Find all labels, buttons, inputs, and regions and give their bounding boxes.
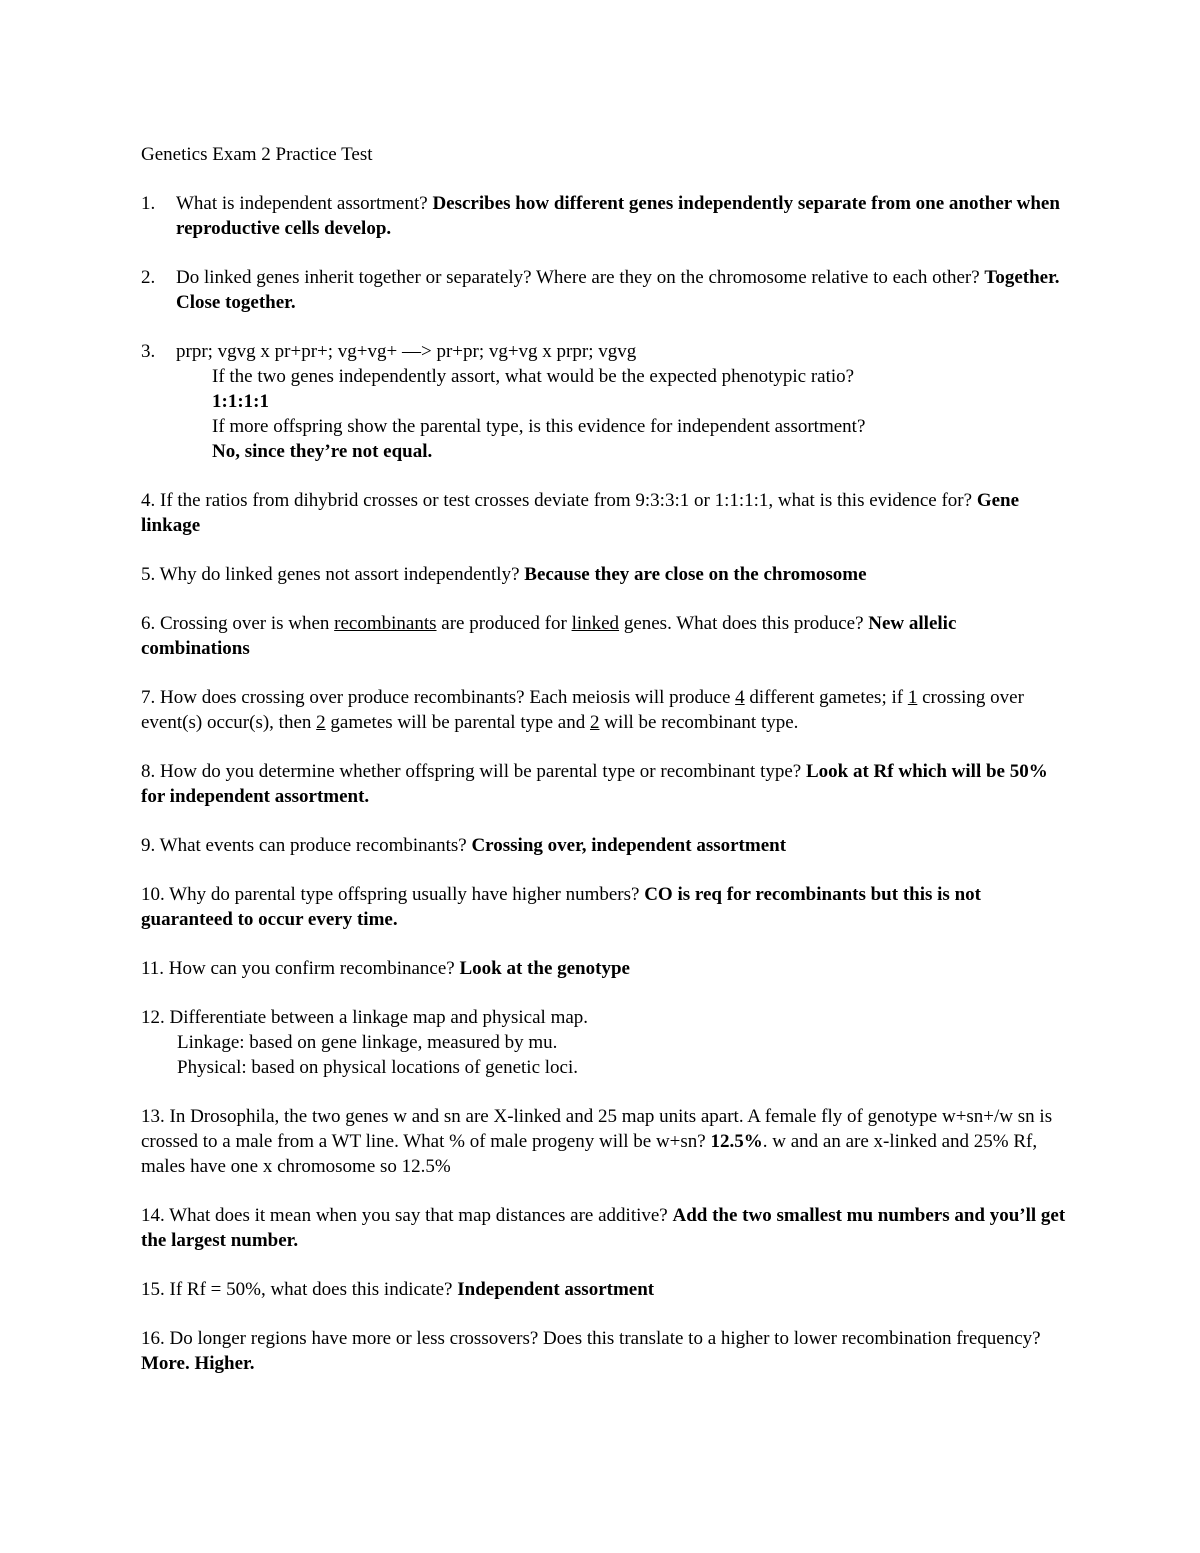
answer-text: Add the two smallest mu numbers and you’ll get the largest number. [141, 1205, 1066, 1251]
answer-text: New allelic combinations [141, 613, 957, 659]
question-4 [141, 488, 1066, 538]
question-text: 4. If the ratios from dihybrid crosses or test crosses deviate from 9:3:3:1 or 1:1:1:1, what is this evidence for? [141, 490, 973, 511]
question-text: crossing over event(s) occur(s), then [141, 687, 1024, 733]
question-text: 9. What events can produce recombinants? [141, 835, 467, 856]
question-text: 8. How do you determine whether offspring will be parental type or recombinant type? [141, 761, 802, 782]
fill-blank: 2 [589, 712, 600, 733]
answer-text: 12.5% [710, 1131, 763, 1152]
subanswer-2 [176, 439, 1066, 464]
fill-blank: 1 [907, 687, 918, 708]
question-text: 15. If Rf = 50%, what does this indicate? [141, 1279, 453, 1300]
question-1 [141, 191, 1066, 241]
question-14 [141, 1203, 1066, 1253]
question-2 [141, 265, 1066, 315]
question-text: 7. How does crossing over produce recombinants? Each meiosis will produce [141, 687, 731, 708]
answer-text: CO is req for recombinants but this is not guaranteed to occur every time. [141, 884, 981, 930]
question-13 [141, 1104, 1066, 1179]
question-text: different gametes; if [749, 687, 904, 708]
question-text: What is independent assortment? [176, 193, 428, 214]
question-text: will be recombinant type. [604, 712, 799, 733]
question-8 [141, 759, 1066, 809]
question-15 [141, 1277, 1066, 1302]
answer-explanation: . w and an are x-linked and 25% Rf, males have one x chromosome so 12.5% [141, 1131, 1038, 1177]
question-text: genes. What does this produce? [623, 613, 864, 634]
question-10 [141, 882, 1066, 932]
answer-text: 1:1:1:1 [212, 391, 269, 412]
answer-text: Independent assortment [457, 1279, 655, 1300]
question-text: gametes will be parental type and [330, 712, 586, 733]
question-number: 3. [141, 341, 156, 362]
document-body [141, 142, 1066, 1400]
answer-text: Look at the genotype [459, 958, 630, 979]
answer-text: Crossing over, independent assortment [471, 835, 787, 856]
question-text: 5. Why do linked genes not assort independently? [141, 564, 520, 585]
answer-text: Gene linkage [141, 490, 1020, 536]
question-text: 16. Do longer regions have more or less crossovers? Does this translate to a higher to lower recombination frequency? [141, 1328, 1041, 1349]
physical-map-definition: Physical: based on physical locations of genetic loci. [177, 1057, 579, 1078]
fill-blank: 4 [735, 687, 745, 708]
question-3 [141, 339, 1066, 464]
question-text: 11. How can you confirm recombinance? [141, 958, 455, 979]
question-5 [141, 562, 1066, 587]
answer-text: Describes how different genes independently separate from one another when reproductive cells develop. [176, 193, 1060, 239]
answer-text: Look at Rf which will be 50% for independent assortment. [141, 761, 1048, 807]
linkage-map-definition: Linkage: based on gene linkage, measured by mu. [177, 1032, 558, 1053]
question-text: Do linked genes inherit together or separately? Where are they on the chromosome relative to each other? [176, 267, 980, 288]
question-6 [141, 611, 1066, 661]
question-text: 12. Differentiate between a linkage map and physical map. [141, 1007, 589, 1028]
answer-text: Because they are close on the chromosome [524, 564, 867, 585]
question-text: 13. In Drosophila, the two genes w and sn are X-linked and 25 map units apart. A female fly of genotype w+sn+/w sn is crossed to a male from a WT line. What % of male progeny will be w+sn? [141, 1106, 1053, 1152]
answer-text: Together. Close together. [176, 267, 1060, 313]
document-title: Genetics Exam 2 Practice Test [141, 144, 373, 165]
question-text: 14. What does it mean when you say that map distances are additive? [141, 1205, 668, 1226]
fill-blank: recombinants [334, 613, 437, 634]
question-11 [141, 956, 1066, 981]
fill-blank: linked [571, 613, 620, 634]
subquestion-1: If the two genes independently assort, what would be the expected phenotypic ratio? [212, 366, 855, 387]
fill-blank: 2 [316, 712, 326, 733]
question-text: are produced for [441, 613, 567, 634]
answer-text: No, since they’re not equal. [212, 441, 433, 462]
cross-notation: prpr; vgvg x pr+pr+; vg+vg+ —> pr+pr; vg+vg x prpr; vgvg [176, 341, 637, 362]
subquestion-2: If more offspring show the parental type, is this evidence for independent assortment? [212, 416, 866, 437]
question-number: 1. [141, 193, 156, 214]
question-number: 2. [141, 267, 156, 288]
subanswer-1 [176, 389, 1066, 414]
question-9 [141, 833, 1066, 858]
question-text: 10. Why do parental type offspring usually have higher numbers? [141, 884, 640, 905]
question-text: 6. Crossing over is when [141, 613, 330, 634]
question-12 [141, 1005, 1066, 1080]
answer-text: More. Higher. [141, 1353, 255, 1374]
question-16 [141, 1326, 1066, 1376]
question-7 [141, 685, 1066, 735]
